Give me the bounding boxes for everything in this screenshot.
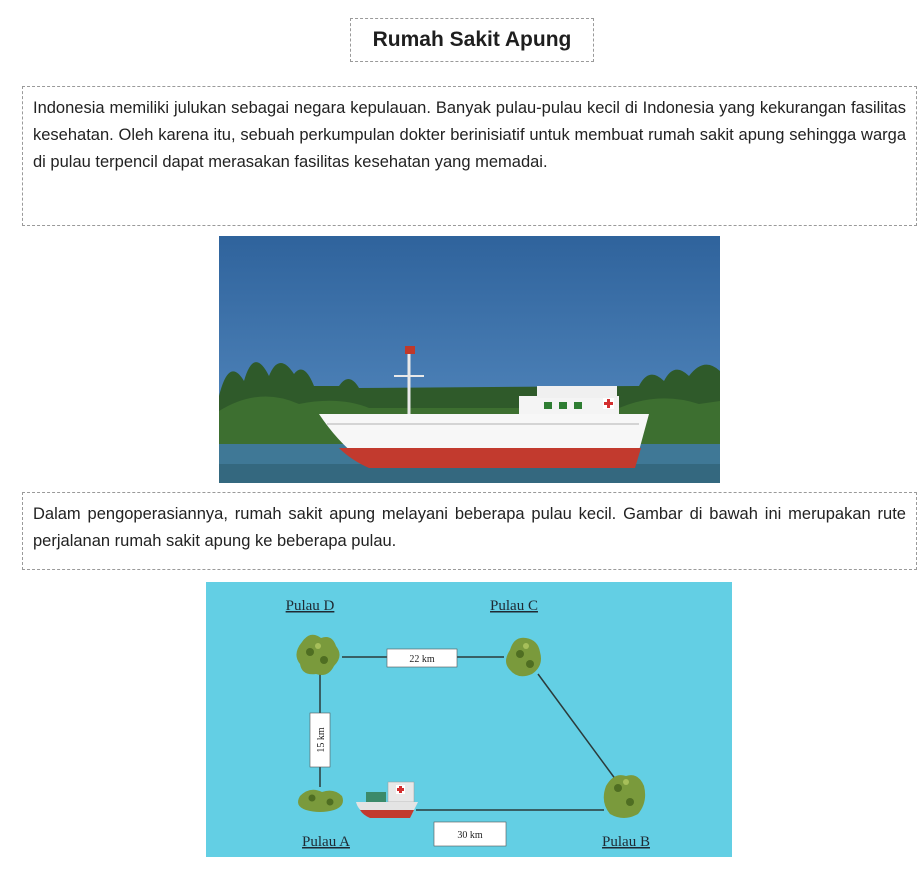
route-map: [206, 582, 732, 857]
intro-paragraph: Indonesia memiliki julukan sebagai negara kepulauan. Banyak pulau-pulau kecil di Indonesia yang kekurangan fasilitas kesehatan. Oleh karena itu, sebuah perkumpulan dokter berinisiatif untuk membuat rumah sakit apung sehingga warga di pulau terpencil dapat merasakan fasilitas kesehatan yang memadai.: [33, 99, 906, 171]
distance-dc-text: 22 km: [409, 654, 435, 665]
island-b: [604, 775, 645, 818]
distance-ab-text: 30 km: [457, 830, 483, 841]
island-c-label: Pulau C: [490, 598, 538, 614]
sea-background: [206, 582, 732, 857]
distance-label-da: [310, 713, 330, 767]
floating-hospital-photo: [219, 236, 720, 483]
route-paragraph: Dalam pengoperasiannya, rumah sakit apung melayani beberapa pulau kecil. Gambar di bawah ini merupakan rute perjalanan rumah sakit apung ke beberapa pulau.: [33, 505, 906, 550]
island-b-label: Pulau B: [602, 834, 650, 850]
title-box: [350, 18, 594, 62]
distance-da-text: 15 km: [316, 727, 327, 753]
page-title: Rumah Sakit Apung: [372, 28, 572, 51]
route-paragraph-box: [22, 492, 917, 570]
island-d-label: Pulau D: [285, 598, 335, 614]
distance-label-dc: [387, 649, 457, 667]
intro-paragraph-box: [22, 86, 917, 226]
distance-label-ab: [434, 822, 506, 846]
island-a: [298, 790, 343, 812]
island-a-label: Pulau A: [302, 834, 350, 850]
